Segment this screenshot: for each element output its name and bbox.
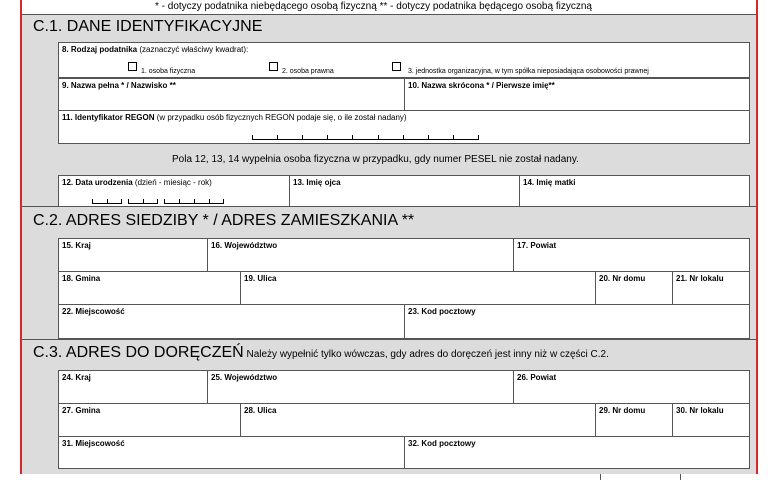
date-month-comb [128,198,158,204]
field-28-box[interactable] [240,403,596,437]
option-osoba-prawna: 2. osoba prawna [282,68,334,75]
section-c3-note: Należy wypełnić tylko wówczas, gdy adres do doręczeń jest inny niż w części C.2. [243,349,609,360]
field-19-label: 19. Ulica [244,274,277,283]
field-21-label: 21. Nr lokalu [676,274,724,283]
footer-strip [600,474,758,480]
checkbox-osoba-fizyczna[interactable] [128,62,137,71]
date-year-comb [164,198,224,204]
date-day-comb [92,198,122,204]
field-24-label: 24. Kraj [62,373,91,382]
field-11-label: 11. Identyfikator REGON (w przypadku osób fizycznych REGON podaje się, o ile został nadany) [62,113,407,122]
field-23-label: 23. Kod pocztowy [408,307,476,316]
field-22-label: 22. Miejscowość [62,307,125,316]
field-13-label: 13. Imię ojca [293,178,341,187]
field-32-label: 32. Kod pocztowy [408,439,476,448]
field-29-label: 29. Nr domu [599,406,646,415]
field-15-label: 15. Kraj [62,241,91,250]
field-17-label: 17. Powiat [517,241,557,250]
field-28-label: 28. Ulica [244,406,277,415]
field-30-label: 30. Nr lokalu [676,406,724,415]
option-jednostka: 3. jednostka organizacyjna, w tym spółka nieposiadająca osobowości prawnej [408,68,649,75]
field-31-label: 31. Miejscowość [62,439,125,448]
field-14-label: 14. Imię matki [523,178,576,187]
field-16-label: 16. Województwo [211,241,278,250]
field-8-label: 8. Rodzaj podatnika (zaznaczyć właściwy kwadrat): [62,45,249,54]
field-26-label: 26. Powiat [517,373,557,382]
section-c1-title: C.1. DANE IDENTYFIKACYJNE [33,18,263,35]
field-18-label: 18. Gmina [62,274,101,283]
field-10-label: 10. Nazwa skrócona * / Pierwsze imię** [408,81,555,90]
field-27-label: 27. Gmina [62,406,101,415]
checkbox-osoba-prawna[interactable] [269,62,278,71]
field-20-label: 20. Nr domu [599,274,646,283]
checkbox-jednostka[interactable] [392,62,401,71]
section-c3-header [33,344,609,362]
header-note: * - dotyczy podatnika niebędącego osobą fizyczną ** - dotyczy podatnika będącego osobą fizyczną [155,1,592,12]
regon-comb [252,134,479,140]
field-9-label: 9. Nazwa pełna * / Nazwisko ** [62,81,176,90]
field-25-label: 25. Województwo [211,373,278,382]
section-c3-title: C.3. ADRES DO DORĘCZEŃ [33,344,244,361]
field-12-label: 12. Data urodzenia (dzień - miesiąc - rok) [62,178,212,187]
option-osoba-fizyczna: 1. osoba fizyczna [141,68,196,75]
field-19-box[interactable] [240,271,596,305]
section-c2-title: C.2. ADRES SIEDZIBY * / ADRES ZAMIESZKANIA ** [33,212,415,229]
pola-note: Pola 12, 13, 14 wypełnia osoba fizyczna w przypadku, gdy numer PESEL nie został nadany. [172,154,579,165]
